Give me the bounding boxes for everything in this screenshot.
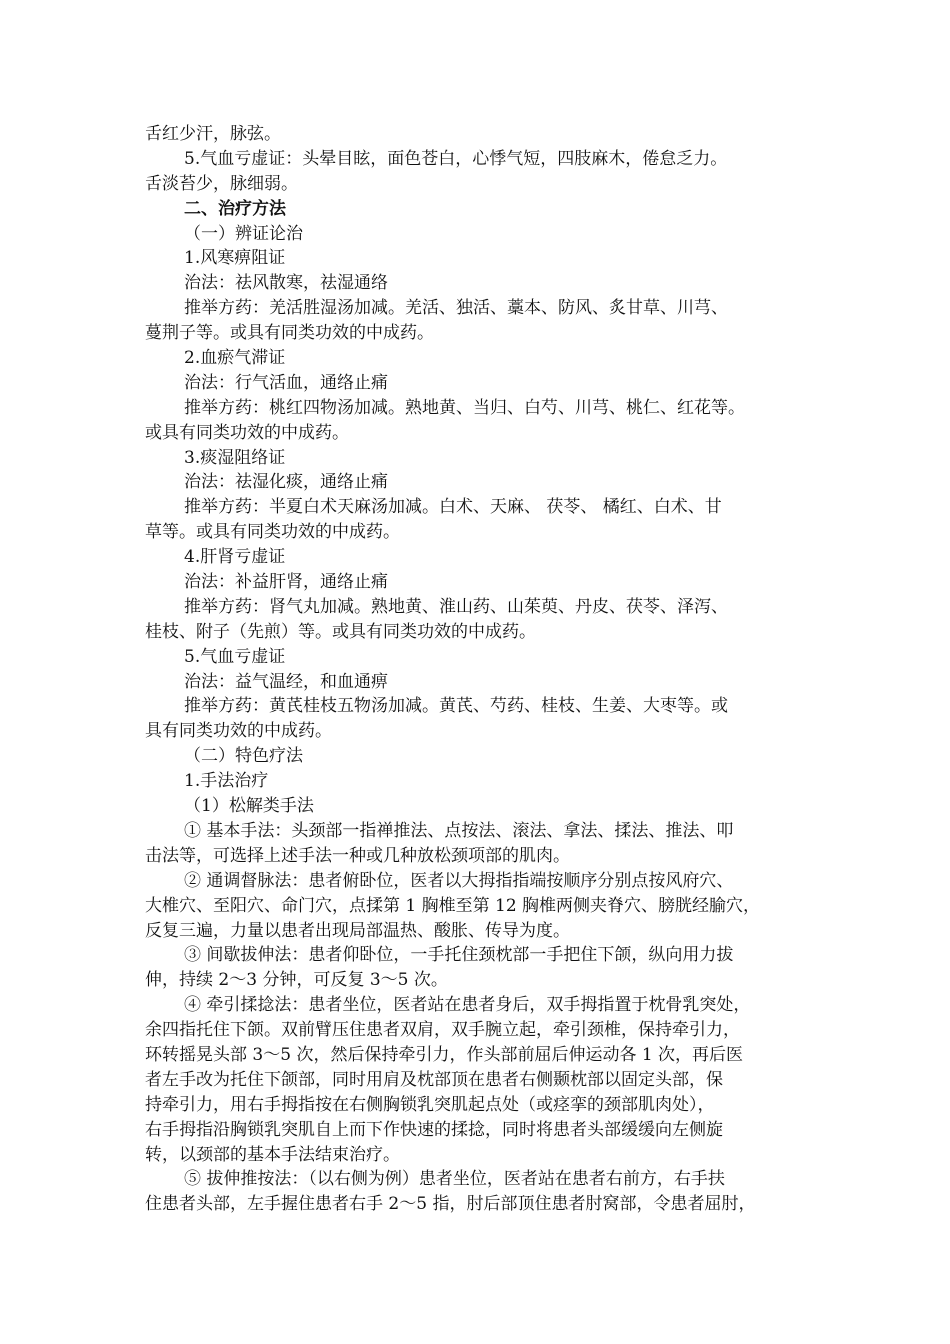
text-line: 3.痰湿阻络证	[184, 447, 286, 468]
text-line: 5.气血亏虚证	[184, 646, 286, 667]
text-line: 反复三遍，力量以患者出现局部温热、酸胀、传导为度。	[145, 920, 570, 941]
text-line: 治法：行气活血，通络止痛	[184, 372, 388, 393]
text-line: 治法：补益肝肾，通络止痛	[184, 572, 388, 593]
text-line: ② 通调督脉法：患者俯卧位，医者以大拇指指端按顺序分别点按风府穴、	[184, 870, 734, 891]
text-line: 大椎穴、至阳穴、命门穴，点揉第 1 胸椎至第 12 胸椎两侧夹脊穴、膀胱经腧穴，	[145, 895, 761, 916]
text-line: 或具有同类功效的中成药。	[145, 422, 349, 443]
text-line: ③ 间歇拔伸法：患者仰卧位，一手托住颈枕部一手把住下颌，纵向用力拔	[184, 945, 734, 966]
text-line: 推举方药：羌活胜湿汤加减。羌活、独活、藁本、防风、炙甘草、川芎、	[184, 298, 728, 319]
text-line: 4.肝肾亏虚证	[184, 547, 286, 568]
text-line: 舌红少汗，脉弦。	[145, 124, 281, 144]
text-line: 舌淡苔少，脉细弱。	[145, 173, 298, 194]
text-line: 击法等，可选择上述手法一种或几种放松颈项部的肌肉。	[145, 845, 570, 866]
text-line: 推举方药：肾气丸加减。熟地黄、淮山药、山茱萸、丹皮、茯苓、泽泻、	[184, 596, 728, 617]
text-line: ⑤ 拔伸推按法：（以右侧为例）患者坐位，医者站在患者右前方，右手扶	[184, 1169, 725, 1190]
text-line: 具有同类功效的中成药。	[145, 721, 332, 742]
text-line: 者左手改为托住下颌部，同时用肩及枕部顶在患者右侧颞枕部以固定头部，保	[145, 1069, 723, 1090]
text-line: 环转摇晃头部 3～5 次，然后保持牵引力，作头部前屈后伸运动各 1 次，再后医	[145, 1044, 744, 1065]
document-page	[145, 122, 810, 1217]
text-line: 转，以颈部的基本手法结束治疗。	[145, 1144, 400, 1165]
text-line: 治法：益气温经，和血通痹	[184, 671, 388, 692]
text-line: （1）松解类手法	[184, 796, 314, 817]
text-line: 治法：祛风散寒，祛湿通络	[184, 273, 388, 294]
text-line: 治法：祛湿化痰，通络止痛	[184, 472, 388, 493]
text-line: 蔓荆子等。或具有同类功效的中成药。	[145, 323, 434, 344]
text-line: ① 基本手法：头颈部一指禅推法、点按法、滚法、拿法、揉法、推法、叩	[184, 820, 734, 841]
text-line: ④ 牵引揉捻法：患者坐位，医者站在患者身后，双手拇指置于枕骨乳突处，	[184, 995, 751, 1016]
text-line: 1.风寒痹阻证	[184, 248, 286, 269]
text-line: 推举方药：半夏白术天麻汤加减。白术、天麻、 茯苓、 橘红、白术、甘	[184, 497, 722, 518]
text-line: 草等。或具有同类功效的中成药。	[145, 522, 400, 543]
text-line: 伸，持续 2～3 分钟，可反复 3～5 次。	[145, 970, 448, 991]
text-line: 住患者头部，左手握住患者右手 2～5 指，肘后部顶住患者肘窝部，令患者屈肘，	[145, 1194, 756, 1215]
text-line: 右手拇指沿胸锁乳突肌自上而下作快速的揉捻，同时将患者头部缓缓向左侧旋	[145, 1119, 723, 1140]
section-heading: 二、治疗方法	[184, 198, 286, 219]
text-line: （二）特色疗法	[184, 746, 303, 767]
text-line: 桂枝、附子（先煎）等。或具有同类功效的中成药。	[145, 621, 536, 642]
text-line: 1.手法治疗	[184, 771, 269, 792]
text-line: 推举方药：桃红四物汤加减。熟地黄、当归、白芍、川芎、桃仁、红花等。	[184, 397, 745, 418]
text-line: 推举方药：黄芪桂枝五物汤加减。黄芪、芍药、桂枝、生姜、大枣等。或	[184, 696, 728, 717]
text-line: 余四指托住下颌。双前臂压住患者双肩，双手腕立起，牵引颈椎，保持牵引力，	[145, 1020, 740, 1041]
text-line: 持牵引力，用右手拇指按在右侧胸锁乳突肌起点处（或痉挛的颈部肌肉处），	[145, 1094, 715, 1115]
text-line: 5.气血亏虚证：头晕目眩，面色苍白，心悸气短，四肢麻木，倦怠乏力。	[184, 148, 728, 169]
text-line: （一）辨证论治	[184, 223, 303, 244]
text-line: 2.血瘀气滞证	[184, 348, 286, 369]
